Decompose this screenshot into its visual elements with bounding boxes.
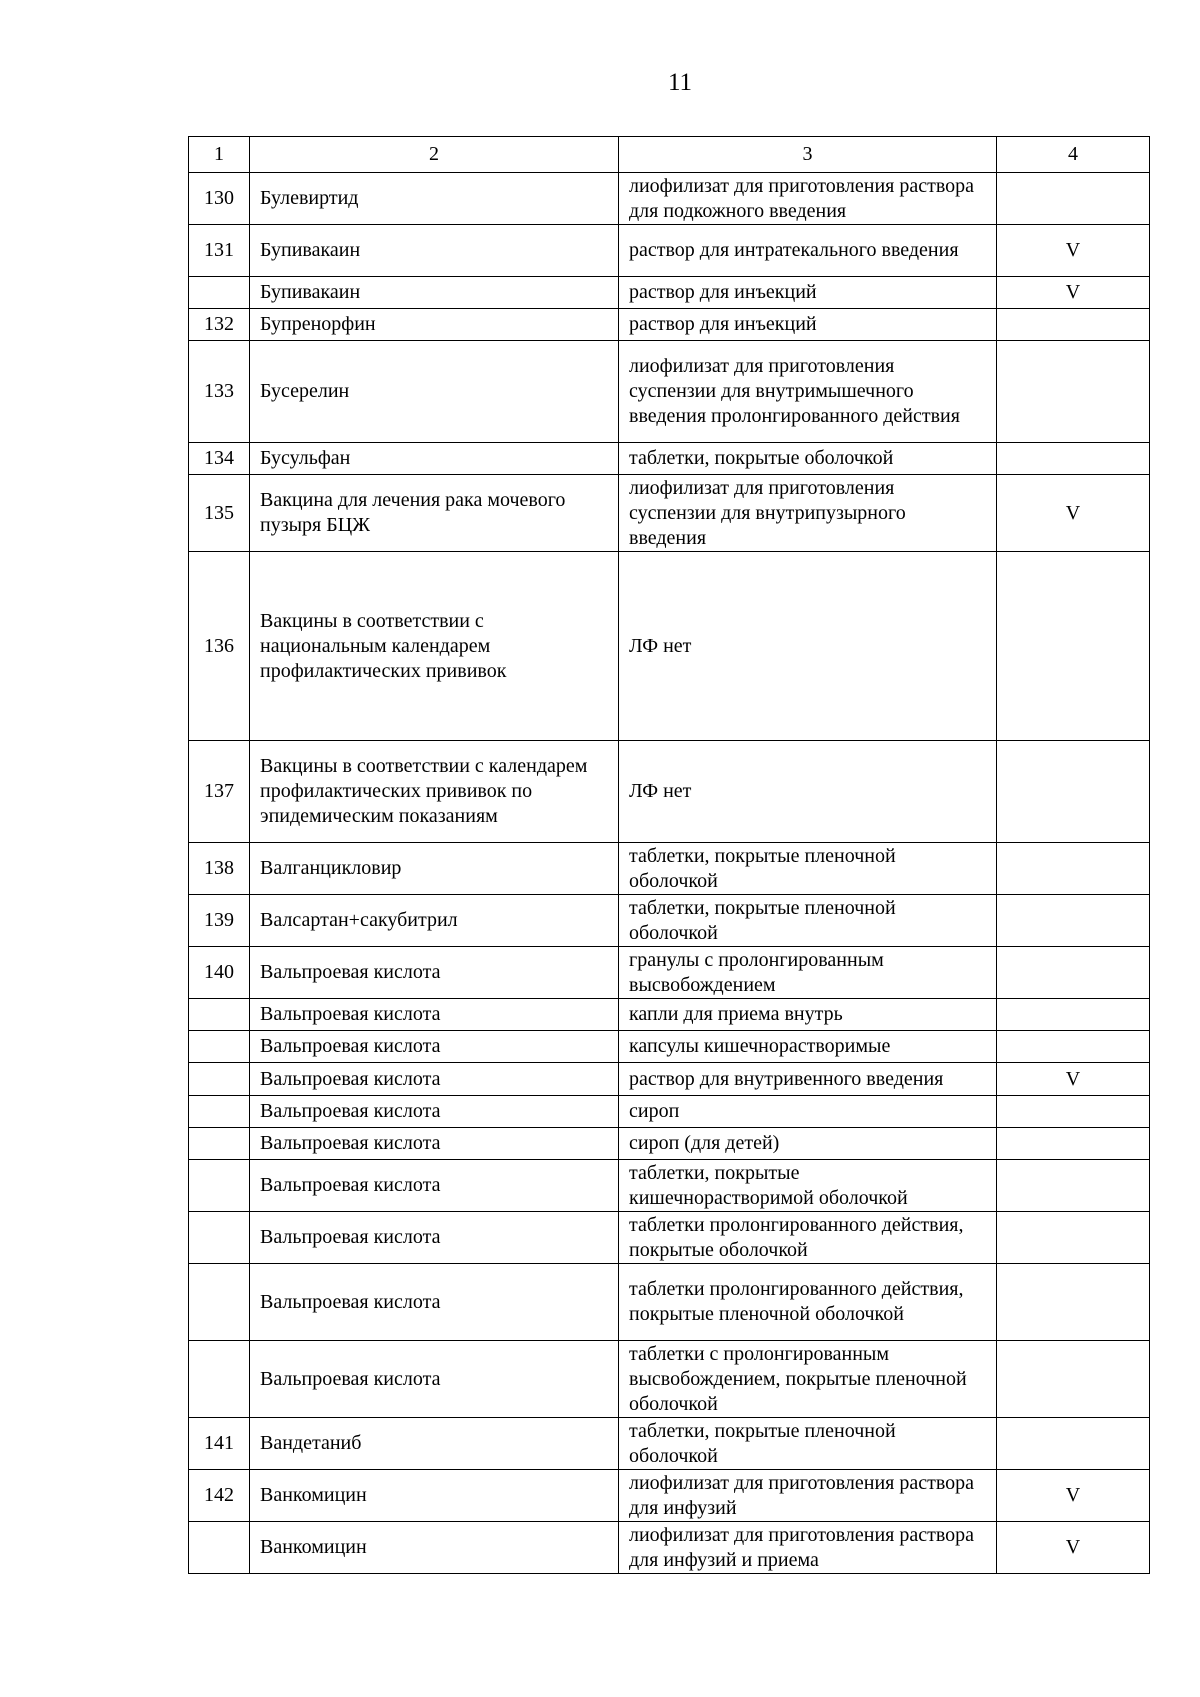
vital-mark-cell	[997, 843, 1150, 895]
drug-name-cell: Вакцины в соответствии с национальным календарем профилактических прививок	[250, 552, 619, 741]
row-number-cell: 141	[189, 1418, 250, 1470]
table-row	[189, 1418, 1150, 1470]
header-col-1: 1	[189, 137, 250, 173]
drug-name-cell: Вальпроевая кислота	[250, 1212, 619, 1264]
dosage-form-cell: таблетки, покрытые кишечнорастворимой оболочкой	[619, 1160, 997, 1212]
dosage-form-cell: лиофилизат для приготовления раствора для подкожного введения	[619, 173, 997, 225]
vital-mark-cell	[997, 1264, 1150, 1341]
table-row	[189, 947, 1150, 999]
dosage-form-cell: лиофилизат для приготовления суспензии для внутримышечного введения пролонгированного действия	[619, 341, 997, 443]
table-row	[189, 1096, 1150, 1128]
dosage-form-cell: ЛФ нет	[619, 552, 997, 741]
row-number-cell: 137	[189, 741, 250, 843]
vital-mark-cell	[997, 895, 1150, 947]
drug-name-cell: Вальпроевая кислота	[250, 947, 619, 999]
drug-name-cell: Булевиртид	[250, 173, 619, 225]
vital-mark-cell: V	[997, 475, 1150, 552]
table-header-row	[189, 137, 1150, 173]
header-col-4: 4	[997, 137, 1150, 173]
dosage-form-cell: таблетки, покрытые пленочной оболочкой	[619, 895, 997, 947]
dosage-form-cell: таблетки пролонгированного действия, покрытые оболочкой	[619, 1212, 997, 1264]
dosage-form-cell: гранулы с пролонгированным высвобождением	[619, 947, 997, 999]
vital-mark-cell	[997, 341, 1150, 443]
table-row	[189, 1470, 1150, 1522]
drug-name-cell: Вакцина для лечения рака мочевого пузыря БЦЖ	[250, 475, 619, 552]
drug-name-cell: Вакцины в соответствии с календарем профилактических прививок по эпидемическим показаниям	[250, 741, 619, 843]
dosage-form-cell: лиофилизат для приготовления раствора для инфузий	[619, 1470, 997, 1522]
drug-name-cell: Ванкомицин	[250, 1470, 619, 1522]
table-row	[189, 443, 1150, 475]
vital-mark-cell: V	[997, 1063, 1150, 1096]
vital-mark-cell	[997, 1128, 1150, 1160]
drug-name-cell: Вальпроевая кислота	[250, 999, 619, 1031]
header-col-3: 3	[619, 137, 997, 173]
table-row	[189, 1341, 1150, 1418]
vital-mark-cell	[997, 1212, 1150, 1264]
drug-name-cell: Валганцикловир	[250, 843, 619, 895]
vital-mark-cell	[997, 1341, 1150, 1418]
table-row	[189, 277, 1150, 309]
vital-mark-cell	[997, 1160, 1150, 1212]
row-number-cell	[189, 1341, 250, 1418]
row-number-cell: 136	[189, 552, 250, 741]
row-number-cell	[189, 1096, 250, 1128]
dosage-form-cell: капли для приема внутрь	[619, 999, 997, 1031]
row-number-cell: 132	[189, 309, 250, 341]
drug-name-cell: Бупивакаин	[250, 225, 619, 277]
row-number-cell	[189, 1212, 250, 1264]
row-number-cell: 140	[189, 947, 250, 999]
row-number-cell: 130	[189, 173, 250, 225]
row-number-cell: 139	[189, 895, 250, 947]
row-number-cell	[189, 1031, 250, 1063]
dosage-form-cell: раствор для интратекального введения	[619, 225, 997, 277]
row-number-cell: 135	[189, 475, 250, 552]
table-row	[189, 895, 1150, 947]
row-number-cell: 138	[189, 843, 250, 895]
row-number-cell: 133	[189, 341, 250, 443]
table-row	[189, 1522, 1150, 1574]
drug-name-cell: Бупивакаин	[250, 277, 619, 309]
table-row	[189, 1031, 1150, 1063]
dosage-form-cell: ЛФ нет	[619, 741, 997, 843]
table-row	[189, 1264, 1150, 1341]
vital-mark-cell	[997, 173, 1150, 225]
vital-mark-cell	[997, 1031, 1150, 1063]
vital-mark-cell	[997, 309, 1150, 341]
table-row	[189, 225, 1150, 277]
vital-mark-cell	[997, 1096, 1150, 1128]
table-row	[189, 173, 1150, 225]
dosage-form-cell: раствор для инъекций	[619, 277, 997, 309]
table-row	[189, 309, 1150, 341]
vital-mark-cell	[997, 1418, 1150, 1470]
vital-mark-cell: V	[997, 1522, 1150, 1574]
table-row	[189, 843, 1150, 895]
table-row	[189, 741, 1150, 843]
row-number-cell	[189, 1522, 250, 1574]
vital-mark-cell	[997, 443, 1150, 475]
row-number-cell	[189, 1264, 250, 1341]
drug-name-cell: Бусульфан	[250, 443, 619, 475]
row-number-cell: 142	[189, 1470, 250, 1522]
table-row	[189, 1160, 1150, 1212]
drug-name-cell: Вальпроевая кислота	[250, 1031, 619, 1063]
row-number-cell	[189, 1063, 250, 1096]
table-row	[189, 1063, 1150, 1096]
table-row	[189, 341, 1150, 443]
row-number-cell	[189, 1128, 250, 1160]
drug-name-cell: Вандетаниб	[250, 1418, 619, 1470]
drug-name-cell: Вальпроевая кислота	[250, 1341, 619, 1418]
drug-name-cell: Вальпроевая кислота	[250, 1063, 619, 1096]
dosage-form-cell: сироп	[619, 1096, 997, 1128]
drug-name-cell: Вальпроевая кислота	[250, 1096, 619, 1128]
table-row	[189, 1212, 1150, 1264]
dosage-form-cell: сироп (для детей)	[619, 1128, 997, 1160]
drug-name-cell: Ванкомицин	[250, 1522, 619, 1574]
header-col-2: 2	[250, 137, 619, 173]
row-number-cell	[189, 1160, 250, 1212]
dosage-form-cell: таблетки, покрытые пленочной оболочкой	[619, 843, 997, 895]
dosage-form-cell: таблетки, покрытые оболочкой	[619, 443, 997, 475]
dosage-form-cell: раствор для внутривенного введения	[619, 1063, 997, 1096]
drug-name-cell: Бусерелин	[250, 341, 619, 443]
table-row	[189, 552, 1150, 741]
row-number-cell	[189, 277, 250, 309]
vital-mark-cell: V	[997, 277, 1150, 309]
drug-name-cell: Валсартан+сакубитрил	[250, 895, 619, 947]
dosage-form-cell: таблетки с пролонгированным высвобождением, покрытые пленочной оболочкой	[619, 1341, 997, 1418]
vital-mark-cell	[997, 552, 1150, 741]
row-number-cell: 131	[189, 225, 250, 277]
dosage-form-cell: капсулы кишечнорастворимые	[619, 1031, 997, 1063]
drug-name-cell: Вальпроевая кислота	[250, 1264, 619, 1341]
drug-name-cell: Бупренорфин	[250, 309, 619, 341]
vital-mark-cell	[997, 999, 1150, 1031]
dosage-form-cell: таблетки пролонгированного действия, покрытые пленочной оболочкой	[619, 1264, 997, 1341]
drug-name-cell: Вальпроевая кислота	[250, 1160, 619, 1212]
drug-name-cell: Вальпроевая кислота	[250, 1128, 619, 1160]
row-number-cell	[189, 999, 250, 1031]
drug-table	[188, 136, 1150, 1574]
table-row	[189, 1128, 1150, 1160]
table-row	[189, 999, 1150, 1031]
table-row	[189, 475, 1150, 552]
page-number: 11	[667, 69, 693, 96]
dosage-form-cell: лиофилизат для приготовления раствора для инфузий и приема	[619, 1522, 997, 1574]
vital-mark-cell: V	[997, 1470, 1150, 1522]
dosage-form-cell: таблетки, покрытые пленочной оболочкой	[619, 1418, 997, 1470]
dosage-form-cell: лиофилизат для приготовления суспензии для внутрипузырного введения	[619, 475, 997, 552]
vital-mark-cell	[997, 741, 1150, 843]
dosage-form-cell: раствор для инъекций	[619, 309, 997, 341]
vital-mark-cell	[997, 947, 1150, 999]
vital-mark-cell: V	[997, 225, 1150, 277]
row-number-cell: 134	[189, 443, 250, 475]
